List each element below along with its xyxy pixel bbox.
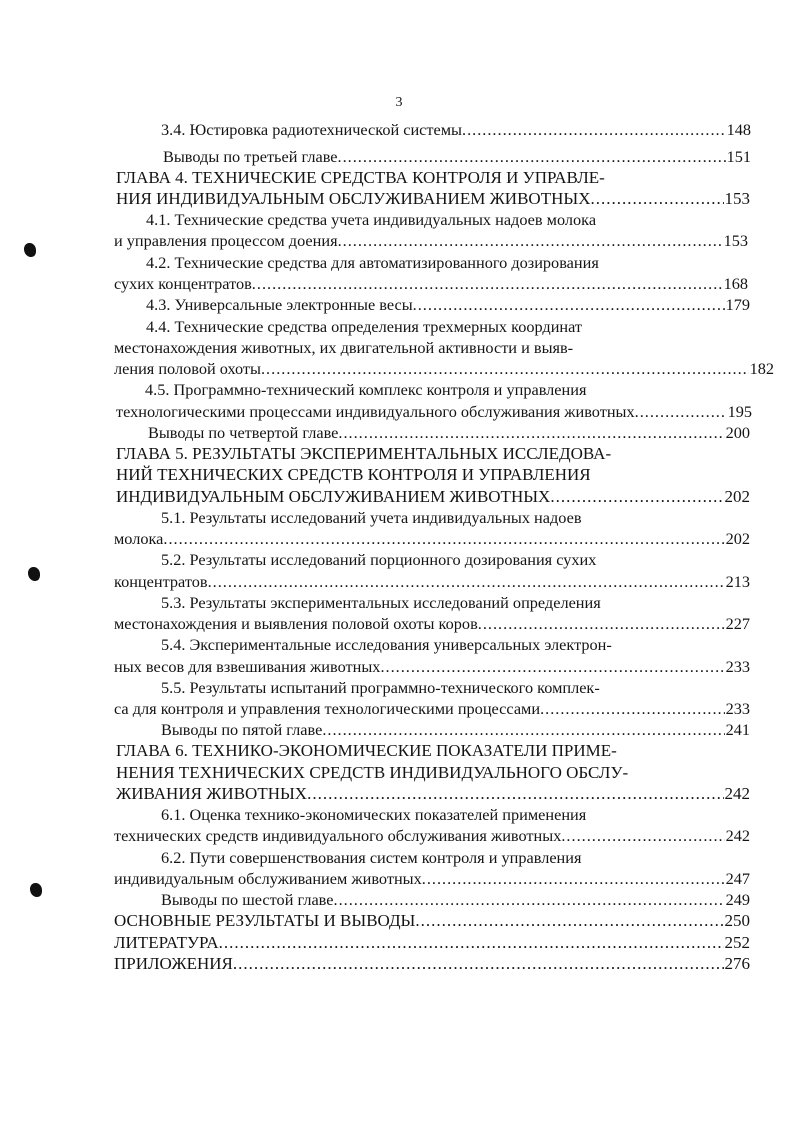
toc-entry: 4.2. Технические средства для автоматизированного дозирования: [146, 253, 599, 272]
chapter-heading: ЖИВАНИЯ ЖИВОТНЫХ 242 .....: [116, 783, 750, 805]
chapter-heading: ГЛАВА 6. ТЕХНИКО-ЭКОНОМИЧЕСКИЕ ПОКАЗАТЕЛИ ПРИМЕ-: [116, 741, 617, 760]
toc-entry: местонахождения животных, их двигательной активности и выяв-: [114, 338, 574, 357]
toc-entry: 6.2. Пути совершенствования систем контроля и управления: [161, 848, 582, 867]
binding-hole-mark: [28, 567, 40, 581]
binding-hole-mark: [30, 883, 42, 897]
toc-entry: 5.2. Результаты исследований порционного дозирования сухих: [161, 550, 597, 569]
toc-entry: Выводы по шестой главе 249 .....: [161, 889, 750, 911]
binding-hole-mark: [24, 243, 36, 257]
chapter-heading: ОСНОВНЫЕ РЕЗУЛЬТАТЫ И ВЫВОДЫ 250 .....: [114, 910, 750, 932]
toc-entry: молока 202 .....: [114, 528, 750, 550]
toc-entry: 5.5. Результаты испытаний программно-технического комплек-: [161, 678, 600, 697]
toc-entry: са для контроля и управления технологическими процессами 233 .....: [114, 698, 750, 720]
toc-entry: концентратов 213 .....: [114, 571, 750, 593]
chapter-heading: НИЙ ТЕХНИЧЕСКИХ СРЕДСТВ КОНТРОЛЯ И УПРАВЛЕНИЯ: [116, 465, 591, 484]
toc-entry: 3.4. Юстировка радиотехнической системы 148 .....: [161, 119, 751, 141]
toc-entry: технических средств индивидуального обслуживания животных 242 .....: [114, 825, 750, 847]
chapter-heading: ЛИТЕРАТУРА 252 .....: [114, 932, 750, 954]
toc-entry: 4.4. Технические средства определения трехмерных координат: [146, 317, 583, 336]
toc-entry: Выводы по пятой главе 241 .....: [161, 719, 750, 741]
toc-entry: ления половой охоты 182 .....: [114, 358, 774, 380]
toc-entry: сухих концентратов 168 .....: [114, 273, 748, 295]
toc-entry: 4.1. Технические средства учета индивидуальных надоев молока: [146, 210, 597, 229]
toc-entry: 4.3. Универсальные электронные весы 179 .....: [146, 294, 750, 316]
toc-entry: местонахождения и выявления половой охоты коров 227 .....: [114, 613, 750, 635]
toc-entry: 5.3. Результаты экспериментальных исследований определения: [161, 593, 601, 612]
toc-entry: 6.1. Оценка технико-экономических показателей применения: [161, 805, 587, 824]
toc-entry: ных весов для взвешивания животных 233 .....: [114, 656, 750, 678]
toc-entry: 5.4. Экспериментальные исследования универсальных электрон-: [161, 635, 612, 654]
toc-entry: и управления процессом доения 153 .....: [114, 230, 748, 252]
toc-entry: 5.1. Результаты исследований учета индивидуальных надоев: [161, 508, 582, 527]
chapter-heading: ИНДИВИДУАЛЬНЫМ ОБСЛУЖИВАНИЕМ ЖИВОТНЫХ 202 .....: [116, 486, 750, 508]
toc-entry: 4.5. Программно-технический комплекс контроля и управления: [145, 380, 587, 399]
chapter-heading: НИЯ ИНДИВИДУАЛЬНЫМ ОБСЛУЖИВАНИЕМ ЖИВОТНЫХ 153 .....: [116, 188, 750, 210]
toc-entry: технологическими процессами индивидуального обслуживания животных 195 .....: [116, 401, 752, 423]
chapter-heading: ПРИЛОЖЕНИЯ 276 .....: [114, 953, 750, 975]
chapter-heading: НЕНИЯ ТЕХНИЧЕСКИХ СРЕДСТВ ИНДИВИДУАЛЬНОГО ОБСЛУ-: [116, 763, 629, 782]
chapter-heading: ГЛАВА 4. ТЕХНИЧЕСКИЕ СРЕДСТВА КОНТРОЛЯ И УПРАВЛЕ-: [116, 168, 605, 187]
page-number: 3: [395, 95, 403, 110]
toc-entry: Выводы по четвертой главе 200 .....: [148, 422, 750, 444]
chapter-heading: ГЛАВА 5. РЕЗУЛЬТАТЫ ЭКСПЕРИМЕНТАЛЬНЫХ ИССЛЕДОВА-: [116, 444, 612, 463]
toc-entry: индивидуальным обслуживанием животных 247 .....: [114, 868, 750, 890]
toc-entry: Выводы по третьей главе 151 .....: [163, 146, 751, 168]
